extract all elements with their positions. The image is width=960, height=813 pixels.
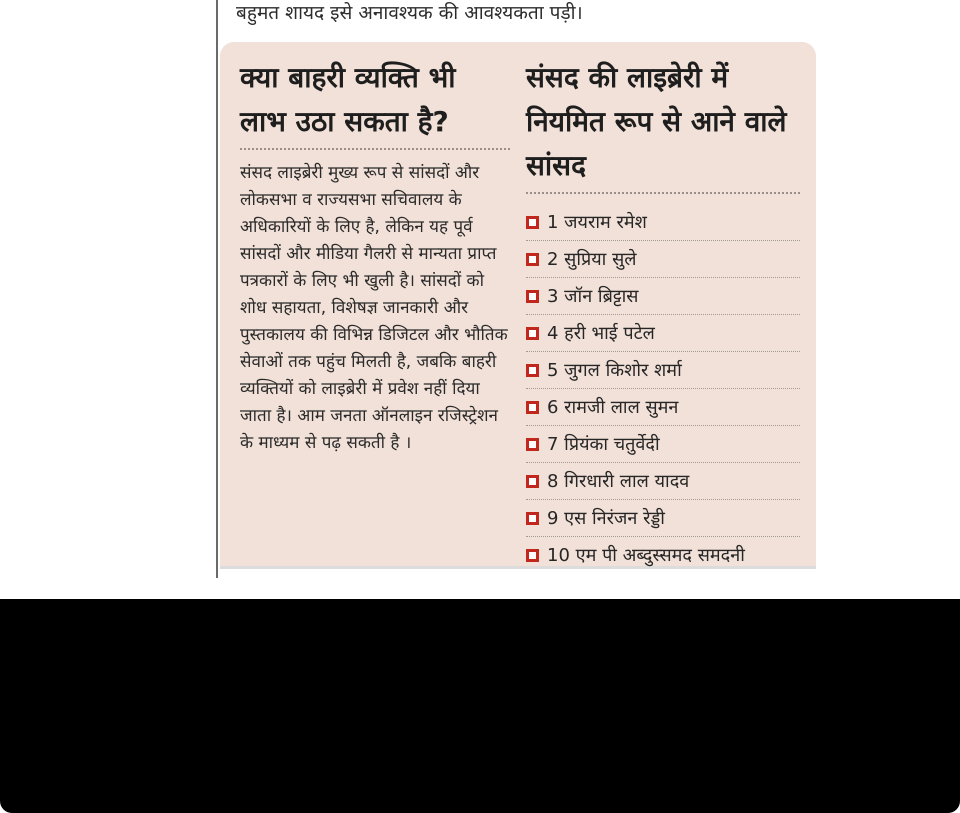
dotted-divider xyxy=(240,148,510,150)
checkbox-icon xyxy=(526,364,539,377)
list-item-text: 10 एम पी अब्दुस्समद समदनी xyxy=(547,545,745,566)
checkbox-icon xyxy=(526,438,539,451)
list-item xyxy=(526,352,800,389)
list-item-text: 7 प्रियंका चतुर्वेदी xyxy=(547,434,660,455)
checkbox-icon xyxy=(526,401,539,414)
mp-list xyxy=(526,204,800,573)
list-item xyxy=(526,204,800,241)
list-item-text: 6 रामजी लाल सुमन xyxy=(547,397,679,418)
dotted-divider xyxy=(526,192,800,194)
right-column xyxy=(526,56,800,573)
checkbox-icon xyxy=(526,290,539,303)
list-item-text: 2 सुप्रिया सुले xyxy=(547,249,637,270)
list-item-text: 1 जयराम रमेश xyxy=(547,212,647,233)
right-heading: संसद की लाइब्रेरी में नियमित रूप से आने वाले सांसद xyxy=(526,61,787,182)
left-body-text: संसद लाइब्रेरी मुख्य रूप से सांसदों और लोकसभा व राज्यसभा सचिवालय के अधिकारियों के लिए है, लेकिन यह पूर्व सांसदों और मीडिया गैलरी से मान्यता प्राप्त पत्रकारों के लिए भी खुली है। सांसदों को शोध सहायता, विशेषज्ञ जानकारी और पुस्तकालय की विभिन्न डिजिटल और भौतिक सेवाओं तक पहुंच मिलती है, जबकि बाहरी व्यक्तियों को लाइब्रेरी में प्रवेश नहीं दिया जाता है। आम जनता ऑनलाइन रजिस्ट्रेशन के माध्यम से पढ़ सकती है । xyxy=(240,163,508,453)
checkbox-icon xyxy=(526,216,539,229)
checkbox-icon xyxy=(526,475,539,488)
list-item-text: 3 जॉन ब्रिट्टास xyxy=(547,286,639,307)
list-item xyxy=(526,463,800,500)
list-item xyxy=(526,241,800,278)
list-item xyxy=(526,278,800,315)
list-item xyxy=(526,315,800,352)
list-item xyxy=(526,537,800,573)
bottom-black-panel xyxy=(0,599,960,813)
checkbox-icon xyxy=(526,549,539,562)
list-item xyxy=(526,389,800,426)
newspaper-clipping xyxy=(212,0,822,580)
info-box xyxy=(220,42,816,566)
checkbox-icon xyxy=(526,253,539,266)
list-item-text: 4 हरी भाई पटेल xyxy=(547,323,655,344)
left-heading: क्या बाहरी व्यक्ति भी लाभ उठा सकता है? xyxy=(240,61,456,138)
list-item xyxy=(526,500,800,537)
column-rule xyxy=(216,0,218,578)
list-item-text: 8 गिरधारी लाल यादव xyxy=(547,471,690,492)
checkbox-icon xyxy=(526,327,539,340)
left-column xyxy=(240,56,510,457)
list-item-text: 9 एस निरंजन रेड्डी xyxy=(547,508,665,529)
previous-article-line: बहुमत शायद इसे अनावश्यक की आवश्यकता पड़ी। xyxy=(236,2,583,24)
list-item-text: 5 जुगल किशोर शर्मा xyxy=(547,360,682,381)
checkbox-icon xyxy=(526,512,539,525)
list-item xyxy=(526,426,800,463)
